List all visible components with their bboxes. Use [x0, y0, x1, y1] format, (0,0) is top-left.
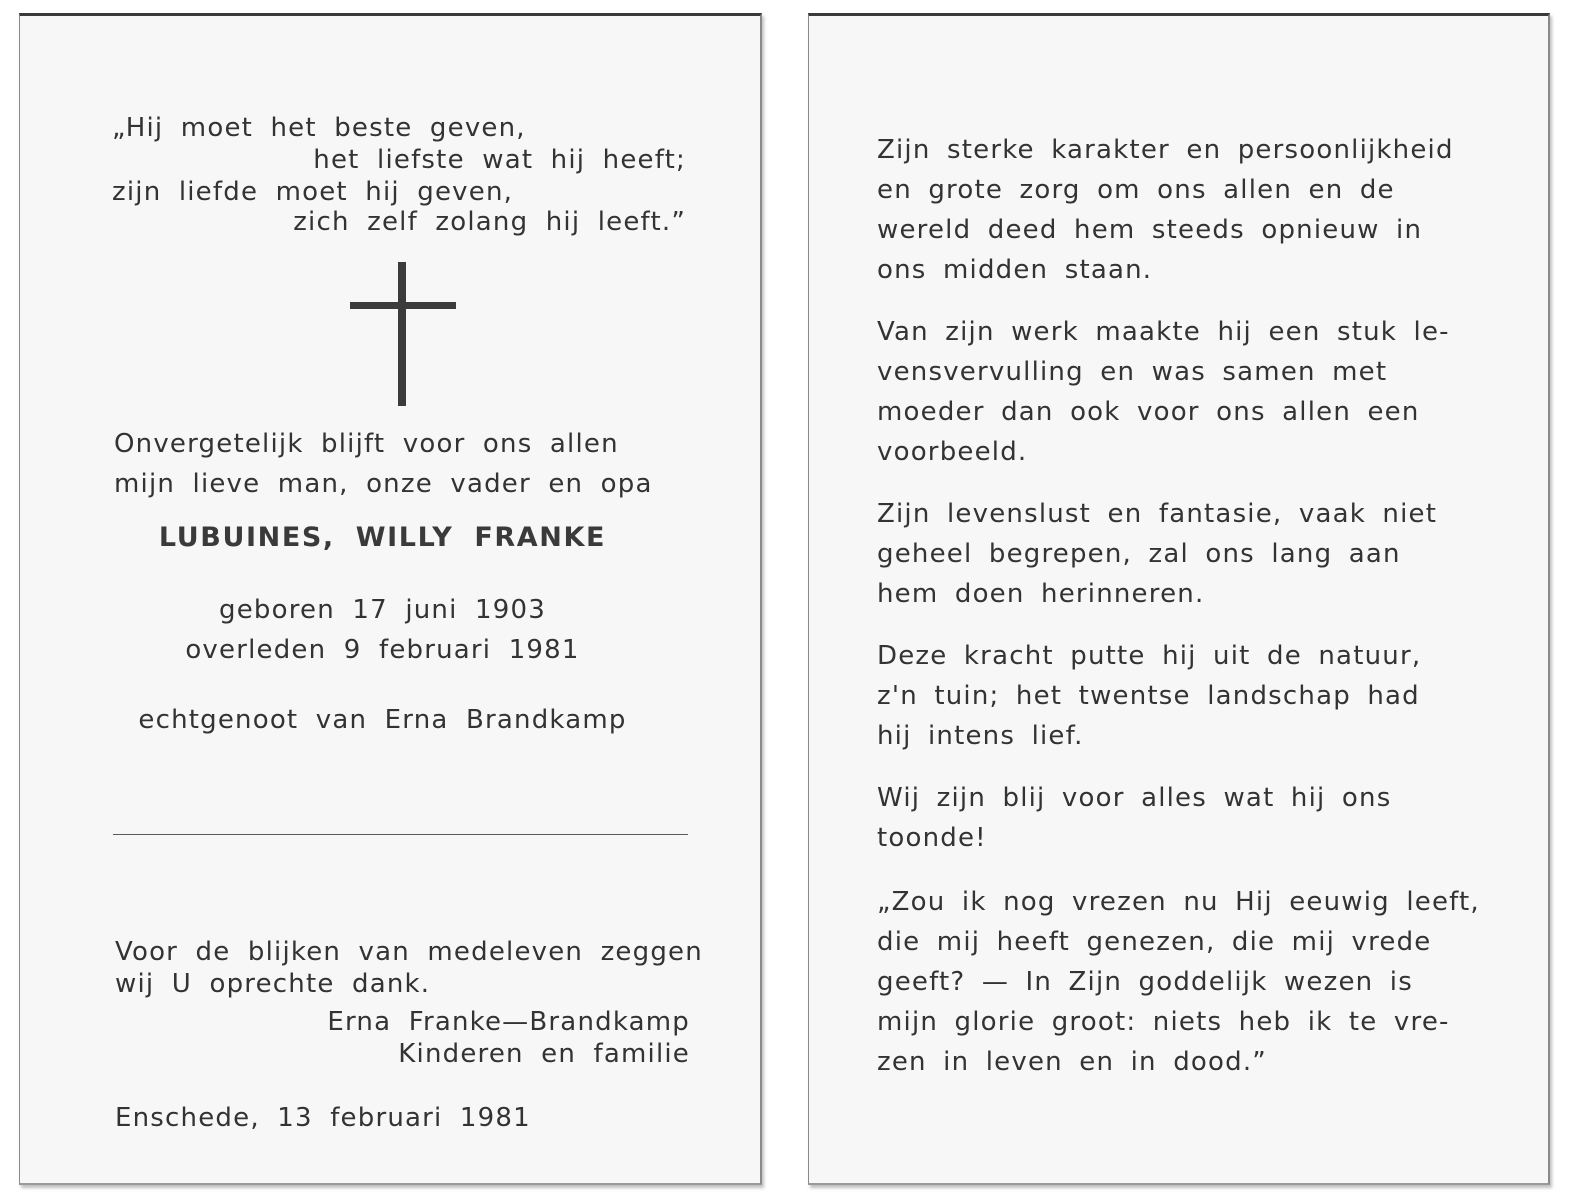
text-line: Wij zijn blij voor alles wat hij ons — [877, 783, 1392, 813]
text-line: zen in leven en in dood.” — [877, 1047, 1267, 1077]
paragraph-zest — [877, 494, 1437, 614]
signature-line-1: Erna Franke—Brandkamp — [327, 1007, 690, 1037]
text-line: toonde! — [877, 823, 987, 853]
text-line: hij intens lief. — [877, 721, 1084, 751]
text-line: geeft? — In Zijn goddelijk wezen is — [877, 967, 1413, 997]
poem-line-2: het liefste wat hij heeft; — [313, 145, 686, 175]
text-line: vensvervulling en was samen met — [877, 357, 1388, 387]
text-line: ons midden staan. — [877, 255, 1153, 285]
poem-line-3: zijn liefde moet hij geven, — [112, 177, 514, 207]
memorial-card-left — [19, 13, 762, 1185]
thanks-line-2: wij U oprechte dank. — [115, 969, 431, 999]
text-line: moeder dan ook voor ons allen een — [877, 397, 1420, 427]
poem-line-4: zich zelf zolang hij leeft.” — [293, 207, 686, 237]
place-date: Enschede, 13 februari 1981 — [115, 1103, 531, 1133]
text-line: voorbeeld. — [877, 437, 1028, 467]
text-line: mijn glorie groot: niets heb ik te vre- — [877, 1007, 1450, 1037]
death-date: overleden 9 februari 1981 — [185, 635, 580, 665]
deceased-name: LUBUINES, WILLY FRANKE — [158, 522, 607, 553]
paragraph-character — [877, 130, 1454, 290]
birth-date: geboren 17 juni 1903 — [219, 595, 546, 625]
text-line: geheel begrepen, zal ons lang aan — [877, 539, 1401, 569]
text-line: Zijn sterke karakter en persoonlijkheid — [877, 135, 1454, 165]
paragraph-nature — [877, 636, 1421, 756]
memorial-card-right — [808, 13, 1550, 1185]
poem-line-1: „Hij moet het beste geven, — [112, 113, 526, 143]
text-line: Van zijn werk maakte hij een stuk le- — [877, 317, 1450, 347]
text-line: Deze kracht putte hij uit de natuur, — [877, 641, 1422, 671]
text-line: hem doen herinneren. — [877, 579, 1205, 609]
intro-line-2: mijn lieve man, onze vader en opa — [114, 469, 653, 499]
spouse-line: echtgenoot van Erna Brandkamp — [138, 705, 627, 735]
text-line: Zijn levenslust en fantasie, vaak niet — [877, 499, 1438, 529]
paragraph-closing-verse — [877, 882, 1480, 1082]
text-line: wereld deed hem steeds opnieuw in — [877, 215, 1423, 245]
text-line: „Zou ik nog vrezen nu Hij eeuwig leeft, — [877, 887, 1480, 917]
text-line: die mij heeft genezen, die mij vrede — [877, 927, 1432, 957]
text-line: z'n tuin; het twentse landschap had — [877, 681, 1420, 711]
signature-line-2: Kinderen en familie — [398, 1039, 690, 1069]
paragraph-gratitude — [877, 778, 1391, 858]
paragraph-work — [877, 312, 1450, 472]
text-line: en grote zorg om ons allen en de — [877, 175, 1395, 205]
divider — [113, 834, 688, 835]
thanks-line-1: Voor de blijken van medeleven zeggen — [115, 937, 703, 967]
intro-line-1: Onvergetelijk blijft voor ons allen — [114, 429, 619, 459]
